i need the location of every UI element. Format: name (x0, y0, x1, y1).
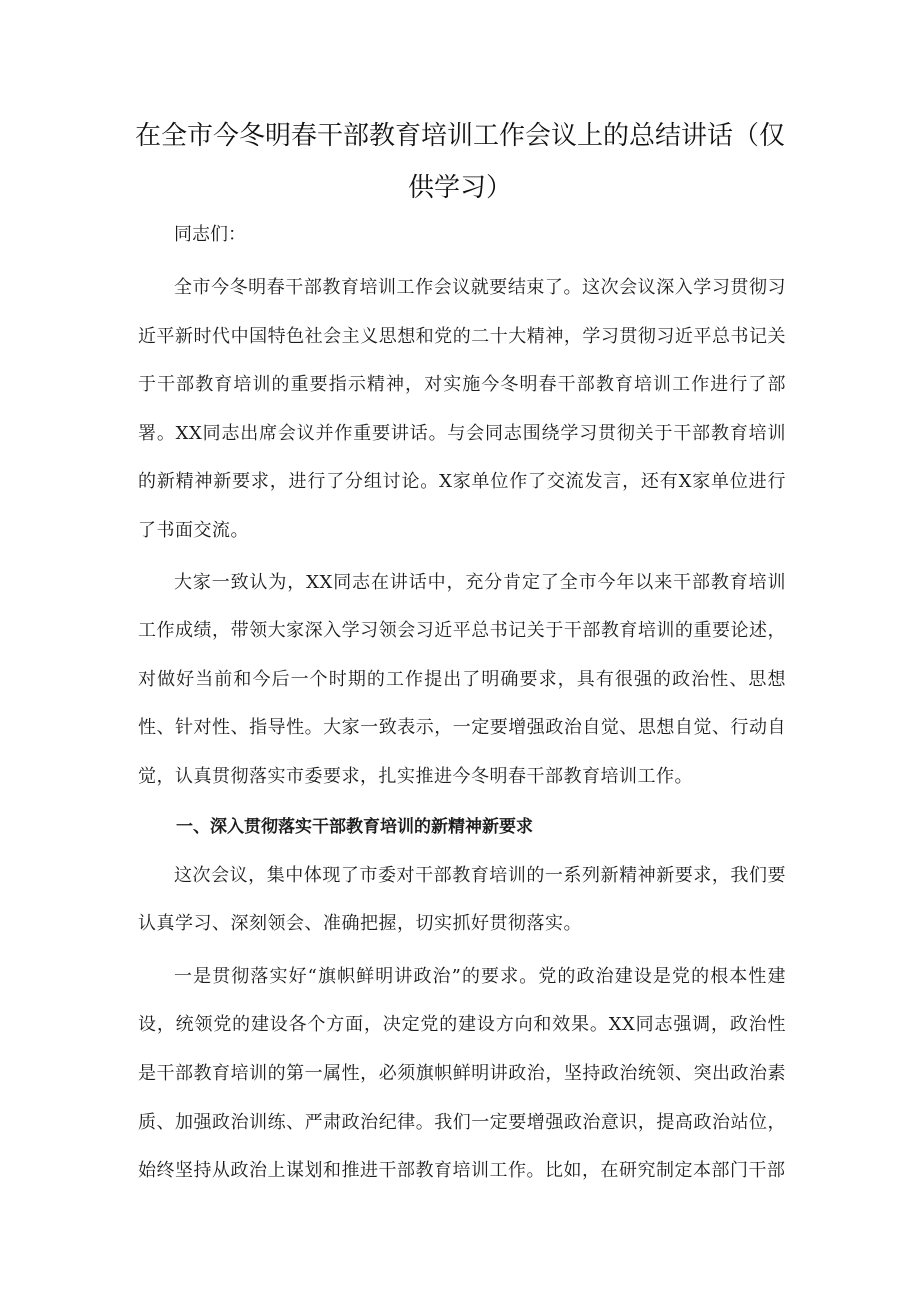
paragraph-section-intro: 这次会议，集中体现了市委对干部教育培训的一系列新精神新要求，我们要认真学习、深刻领会、准确把握，切实抓好贯彻落实。 (138, 864, 786, 935)
section-heading: 一、深入贯彻落实干部教育培训的新精神新要求 (176, 816, 533, 837)
greeting: 同志们： (174, 224, 246, 245)
paragraph-intro: 全市今冬明春干部教育培训工作会议就要结束了。这次会议深入学习贯彻习近平新时代中国特色社会主义思想和党的二十大精神，学习贯彻习近平总书记关于干部教育培训的重要指示精神，对实施今冬明春干部教育培训工作进行了部署。XX同志出席会议并作重要讲话。与会同志围绕学习贯彻关于干部教育培训的新精神新要求，进行了分组讨论。X家单位作了交流发言，还有X家单位进行了书面交流。 (138, 277, 786, 541)
paragraph-consensus: 大家一致认为，XX同志在讲话中，充分肯定了全市今年以来干部教育培训工作成绩，带领大家深入学习领会习近平总书记关于干部教育培训的重要论述，对做好当前和今后一个时期的工作提出了明确要求，具有很强的政治性、思想性、针对性、指导性。大家一致表示，一定要增强政治自觉、思想自觉、行动自觉，认真贯彻落实市委要求，扎实推进今冬明春干部教育培训工作。 (138, 571, 786, 787)
paragraph-point-one: 一是贯彻落实好“旗帜鲜明讲政治”的要求。党的政治建设是党的根本性建设，统领党的建设各个方面，决定党的建设方向和效果。XX同志强调，政治性是干部教育培训的第一属性，必须旗帜鲜明讲政治，坚持政治统领、突出政治素质、加强政治训练、严肃政治纪律。我们一定要增强政治意识，提高政治站位，始终坚持从政治上谋划和推进干部教育培训工作。比如，在研究制定本部门干部 (138, 965, 786, 1182)
document-body (138, 211, 786, 1196)
document-title: 在全市今冬明春干部教育培训工作会议上的总结讲话（仅供学习） (134, 121, 785, 203)
